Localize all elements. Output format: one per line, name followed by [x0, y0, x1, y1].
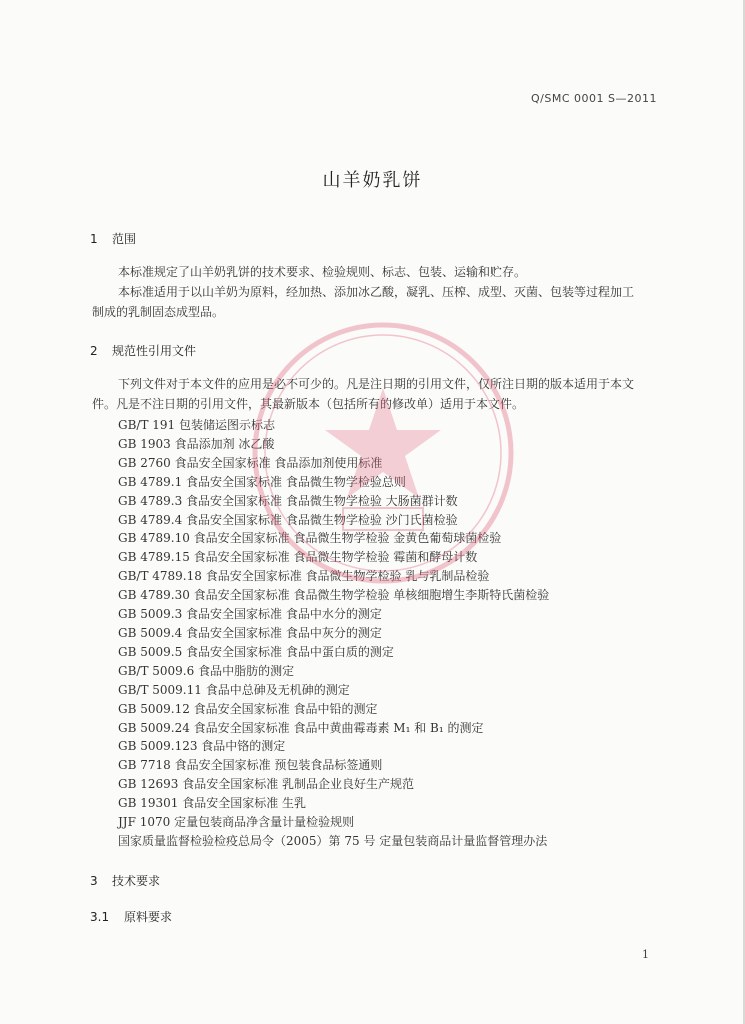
- section-3-heading: [90, 872, 160, 889]
- reference-item: GB 5009.123 食品中铬的测定: [118, 739, 286, 754]
- reference-item: GB 4789.4 食品安全国家标准 食品微生物学检验 沙门氏菌检验: [118, 512, 458, 527]
- paragraph-line: 件。凡是不注日期的引用文件，其最新版本（包括所有的修改单）适用于本文件。: [92, 397, 525, 411]
- page-number: 1: [642, 948, 649, 961]
- reference-item: GB 19301 食品安全国家标准 生乳: [118, 796, 307, 811]
- section-1-heading: [90, 230, 136, 247]
- reference-item: GB/T 5009.11 食品中总砷及无机砷的测定: [118, 682, 350, 697]
- reference-item: GB/T 191 包装储运图示标志: [118, 418, 275, 432]
- reference-item: GB 4789.15 食品安全国家标准 食品微生物学检验 霉菌和酵母计数: [118, 550, 478, 565]
- section-2-heading: [90, 342, 196, 359]
- reference-item: GB/T 4789.18 食品安全国家标准 食品微生物学检验 乳与乳制品检验: [118, 569, 490, 584]
- section-number: 3: [90, 874, 98, 888]
- reference-item: JJF 1070 定量包装商品净含量计量检验规则: [118, 815, 355, 830]
- reference-item: GB 2760 食品安全国家标准 食品添加剂使用标准: [118, 455, 383, 470]
- reference-item: GB 4789.1 食品安全国家标准 食品微生物学检验总则: [118, 474, 406, 489]
- section-title: 范围: [112, 232, 137, 246]
- section-title: 原料要求: [124, 910, 173, 924]
- reference-item: GB 5009.4 食品安全国家标准 食品中灰分的测定: [118, 625, 382, 640]
- document-code: Q/SMC 0001 S—2011: [531, 92, 657, 105]
- reference-item: GB 5009.3 食品安全国家标准 食品中水分的测定: [118, 607, 382, 622]
- paragraph-line: 制成的乳制固态成型品。: [92, 305, 225, 319]
- reference-item: GB 7718 食品安全国家标准 预包装食品标签通则: [118, 758, 383, 773]
- section-title: 技术要求: [112, 874, 161, 888]
- reference-item: GB/T 5009.6 食品中脂肪的测定: [118, 663, 295, 678]
- reference-item: GB 5009.24 食品安全国家标准 食品中黄曲霉毒素 M₁ 和 B₁ 的测定: [118, 720, 484, 735]
- section-title: 规范性引用文件: [112, 344, 197, 358]
- section-1-body: [92, 262, 662, 322]
- section-2-intro: [92, 374, 662, 414]
- section-number: 1: [90, 232, 98, 246]
- paragraph-line: 下列文件对于本文件的应用是必不可少的。凡是注日期的引用文件，仅所注日期的版本适用于本文: [118, 377, 635, 391]
- reference-item: GB 5009.12 食品安全国家标准 食品中铅的测定: [118, 701, 378, 716]
- reference-item: GB 4789.3 食品安全国家标准 食品微生物学检验 大肠菌群计数: [118, 493, 458, 508]
- normative-references-list: [118, 416, 549, 851]
- reference-item: GB 4789.10 食品安全国家标准 食品微生物学检验 金黄色葡萄球菌检验: [118, 531, 502, 546]
- reference-item: GB 4789.30 食品安全国家标准 食品微生物学检验 单核细胞增生李斯特氏菌检验: [118, 588, 550, 603]
- document-title: 山羊奶乳饼: [322, 170, 423, 191]
- paragraph: 本标准规定了山羊奶乳饼的技术要求、检验规则、标志、包装、运输和贮存。: [118, 265, 527, 279]
- reference-item: GB 12693 食品安全国家标准 乳制品企业良好生产规范: [118, 777, 415, 792]
- paragraph-line: 本标准适用于以山羊奶为原料，经加热、添加冰乙酸，凝乳、压榨、成型、灭菌、包装等过程加工: [118, 285, 635, 299]
- reference-item: GB 1903 食品添加剂 冰乙酸: [118, 436, 275, 451]
- section-number: 3.1: [90, 910, 110, 924]
- section-number: 2: [90, 344, 98, 358]
- section-3-1-heading: [90, 908, 172, 925]
- reference-item: GB 5009.5 食品安全国家标准 食品中蛋白质的测定: [118, 644, 394, 659]
- reference-item: 国家质量监督检验检疫总局令（2005）第 75 号 定量包装商品计量监督管理办法: [118, 833, 548, 848]
